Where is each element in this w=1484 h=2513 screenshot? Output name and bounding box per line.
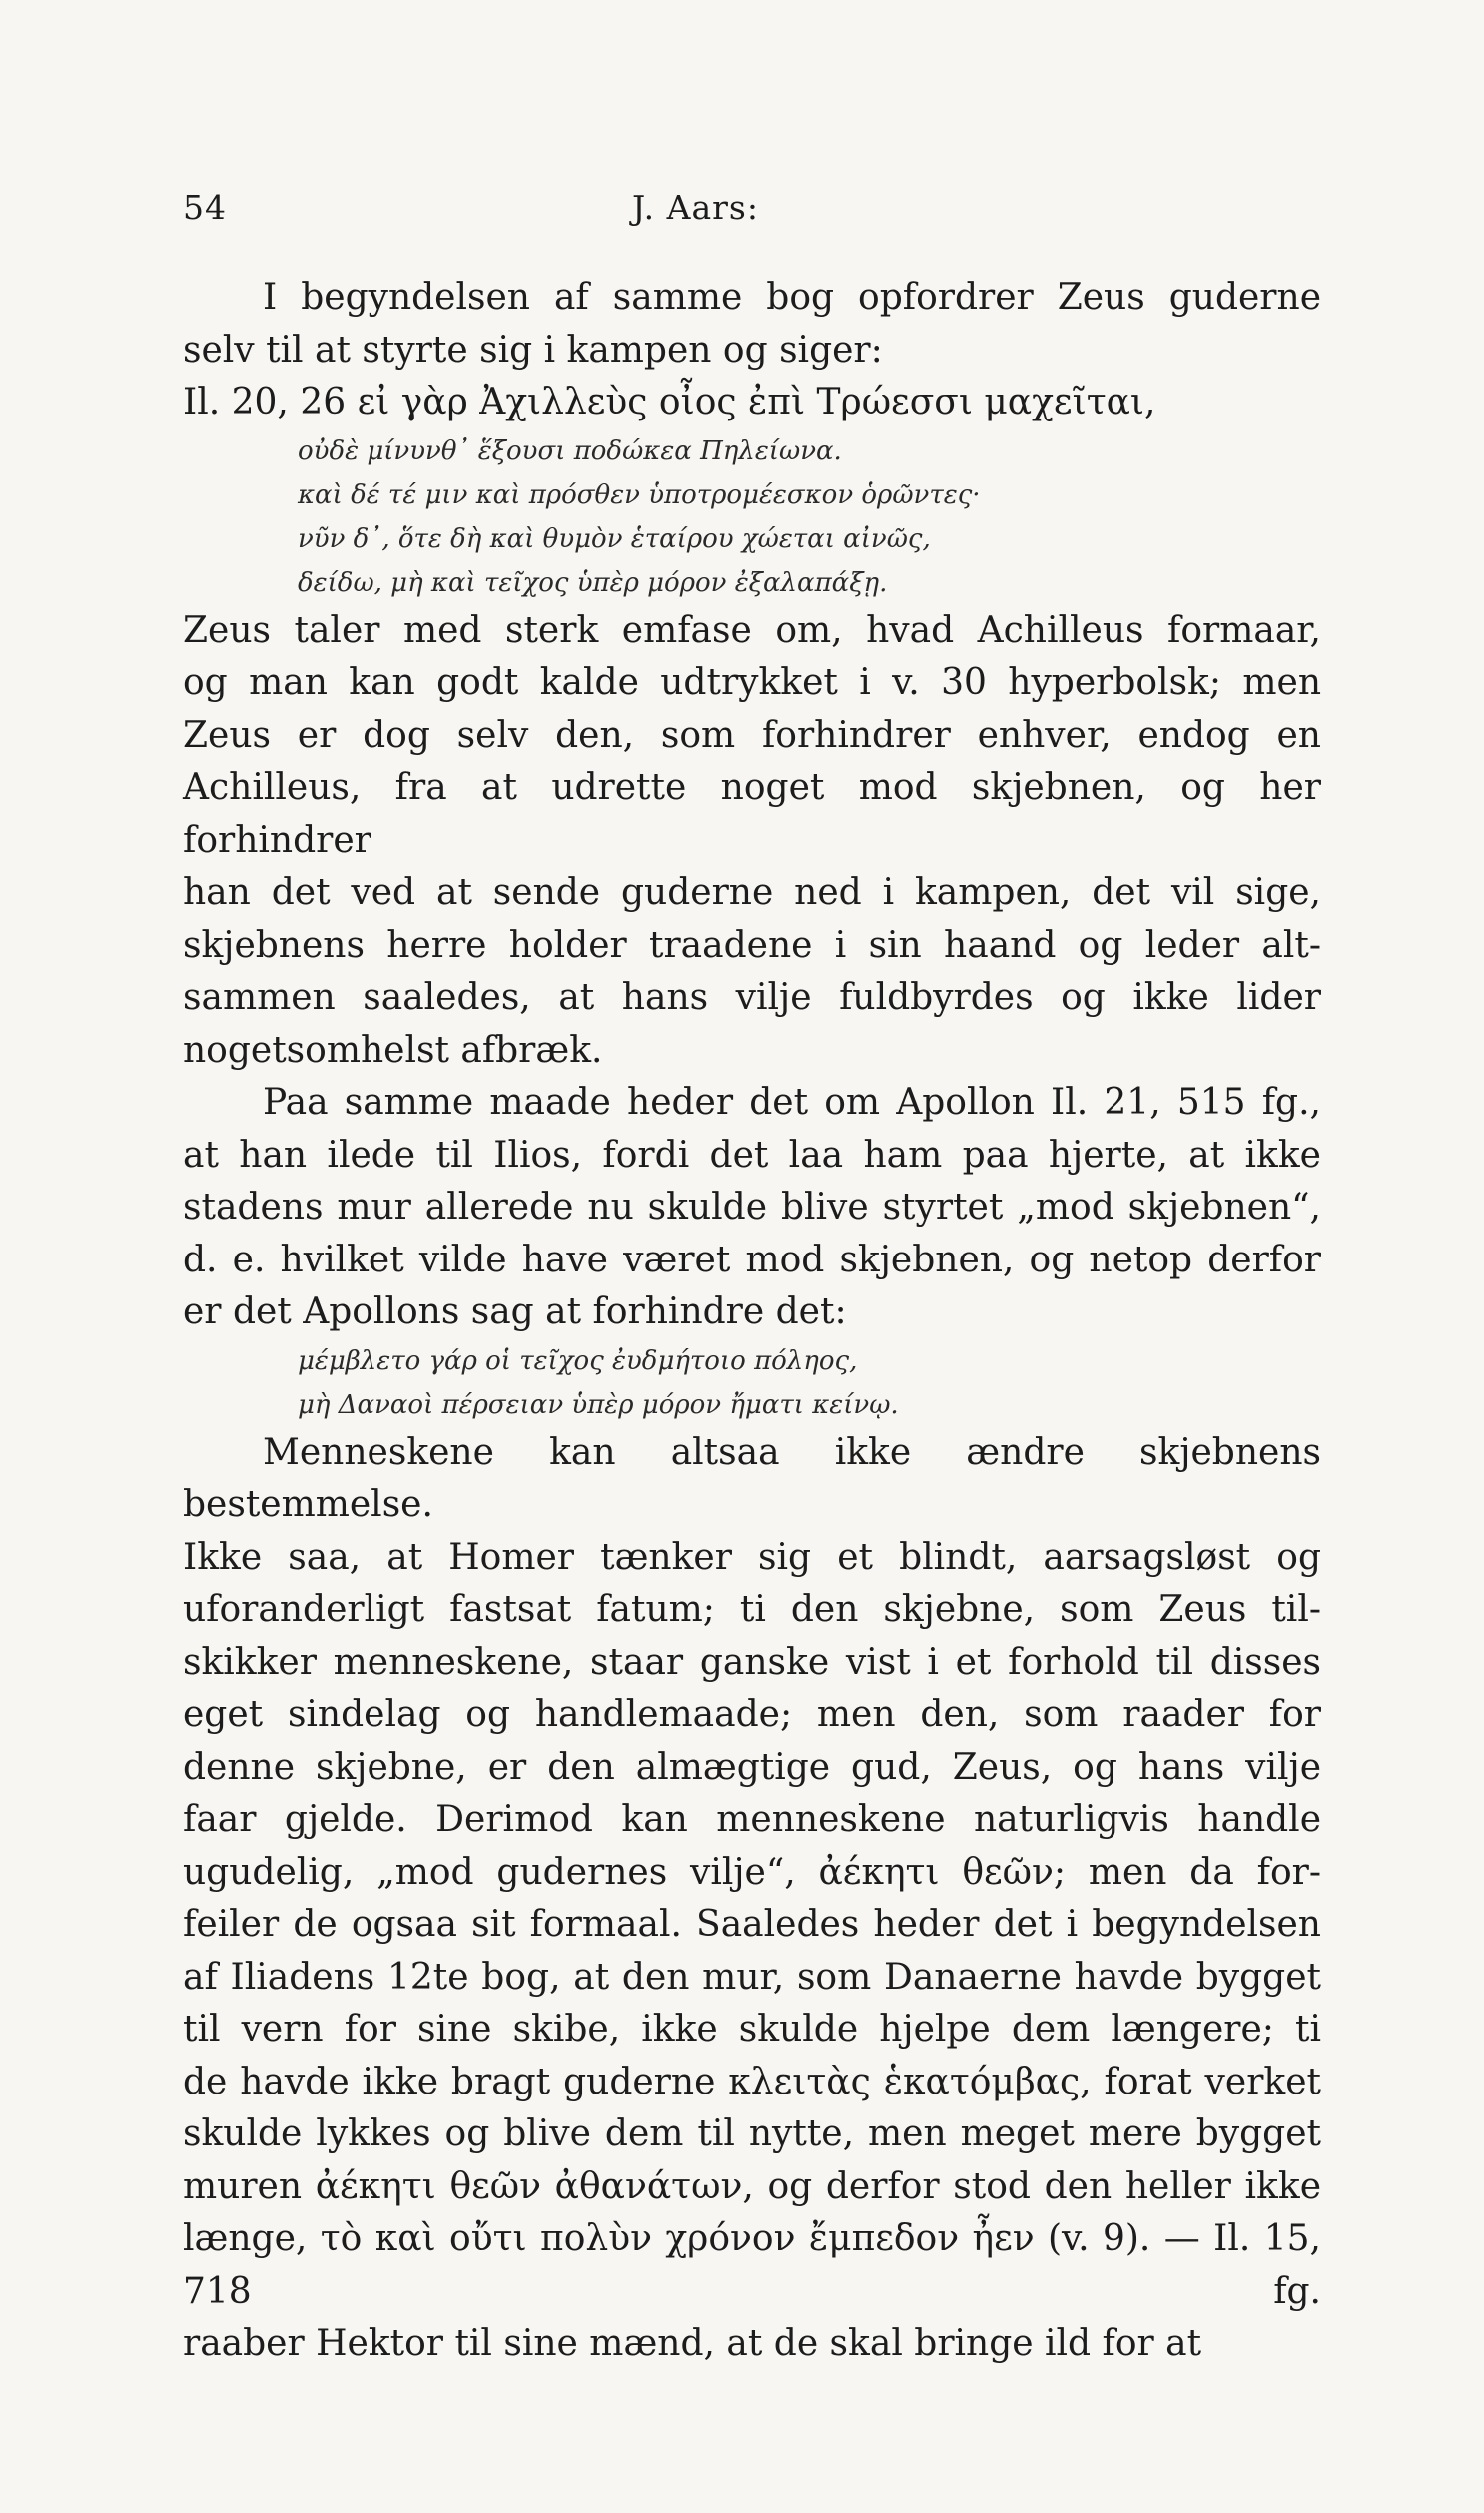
text-line: denne skjebne, er den almægtige gud, Zeus, og hans vilje [183,1746,1321,1788]
text-line: Zeus taler med sterk emfase om, hvad Achilleus formaar, [183,609,1321,651]
text-line: sammen saaledes, at hans vilje fuldbyrdes og ikke lider [183,977,1321,1018]
text-line: Menneskene kan altsaa ikke ændre skjebnens bestemmelse. [183,1431,1321,1525]
greek-quotation-line: νῦν δ᾽, ὅτε δὴ καὶ θυμὸν ἑταίρου χώεται αἰνῶς, [298,523,931,554]
text-line: raaber Hektor til sine mænd, at de skal bringe ild for at [183,2323,1202,2364]
text-line: Paa samme maade heder det om Apollon Il. 21, 515 fg., [263,1082,1321,1123]
text-line: nogetsomhelst afbræk. [183,1029,603,1071]
text-line: feiler de ogsaa sit formaal. Saaledes heder det i begyndelsen [183,1904,1321,1945]
text-line: eget sindelag og handlemaade; men den, som raader for [183,1694,1321,1735]
greek-quotation-line: οὐδὲ μίνυνθ᾽ ἕξουσι ποδώκεα Πηλείωνα. [298,435,842,466]
text-line: Zeus er dog selv den, som forhindrer enhver, endog en [183,714,1321,756]
greek-quotation-line: μέμβλετο γάρ οἱ τεῖχος ἐυδμήτοιο πόληος, [298,1345,858,1376]
text-line: Ikke saa, at Homer tænker sig et blindt, aarsagsløst og [183,1536,1321,1578]
text-line: at han ilede til Ilios, fordi det laa ham paa hjerte, at ikke [183,1134,1321,1176]
text-line: uforanderligt fastsat fatum; ti den skjebne, som Zeus til- [183,1589,1321,1630]
greek-quotation-line: δείδω, μὴ καὶ τεῖχος ὑπὲρ μόρον ἐξαλαπάξῃ. [298,567,888,598]
page-number: 54 [183,188,227,227]
text-line: og man kan godt kalde udtrykket i v. 30 hyperbolsk; men [183,662,1321,703]
text-line: Achilleus, fra at udrette noget mod skjebnen, og her forhindrer [183,767,1321,861]
text-line: I begyndelsen af samme bog opfordrer Zeus guderne [263,277,1321,318]
text-line: til vern for sine skibe, ikke skulde hjelpe dem længere; ti [183,2009,1321,2050]
running-head: J. Aars: [632,188,759,227]
text-line: er det Apollons sag at forhindre det: [183,1291,847,1332]
text-line: længe, τὸ καὶ οὔτι πολὺν χρόνον ἔμπεδον ἦεν (v. 9). — Il. 15, 718 fg. [183,2218,1321,2312]
text-line: Il. 20, 26 εἰ γὰρ Ἀχιλλεὺς οἶος ἐπὶ Τρώεσσι μαχεῖται, [183,382,1156,422]
greek-quotation-line: μὴ Δαναοὶ πέρσειαν ὑπὲρ μόρον ἤματι κείνῳ. [298,1389,899,1420]
text-line: stadens mur allerede nu skulde blive styrtet „mod skjebnen“, [183,1187,1321,1228]
text-line: han det ved at sende guderne ned i kampen, det vil sige, [183,872,1321,913]
text-line: ugudelig, „mod gudernes vilje“, ἀέκητι θεῶν; men da for- [183,1851,1321,1893]
text-line: skjebnens herre holder traadene i sin haand og leder alt- [183,924,1321,966]
text-line: d. e. hvilket vilde have været mod skjebnen, og netop derfor [183,1239,1321,1280]
text-line: de havde ikke bragt guderne κλειτὰς ἑκατόμβας, forat verket [183,2061,1321,2102]
page-header [183,188,1321,236]
text-line: af Iliadens 12te bog, at den mur, som Danaerne havde bygget [183,1956,1321,1998]
text-line: faar gjelde. Derimod kan menneskene naturligvis handle [183,1799,1321,1840]
text-line: selv til at styrte sig i kampen og siger: [183,329,883,371]
text-line: skikker menneskene, staar ganske vist i et forhold til disses [183,1641,1321,1683]
greek-quotation-line: καὶ δέ τέ μιν καὶ πρόσθεν ὑποτρομέεσκον ὁρῶντες· [298,479,981,510]
text-line: muren ἀέκητι θεῶν ἀθανάτων, og derfor stod den heller ikke [183,2165,1321,2207]
body-text [183,272,1321,2371]
text-line: skulde lykkes og blive dem til nytte, men meget mere bygget [183,2113,1321,2154]
